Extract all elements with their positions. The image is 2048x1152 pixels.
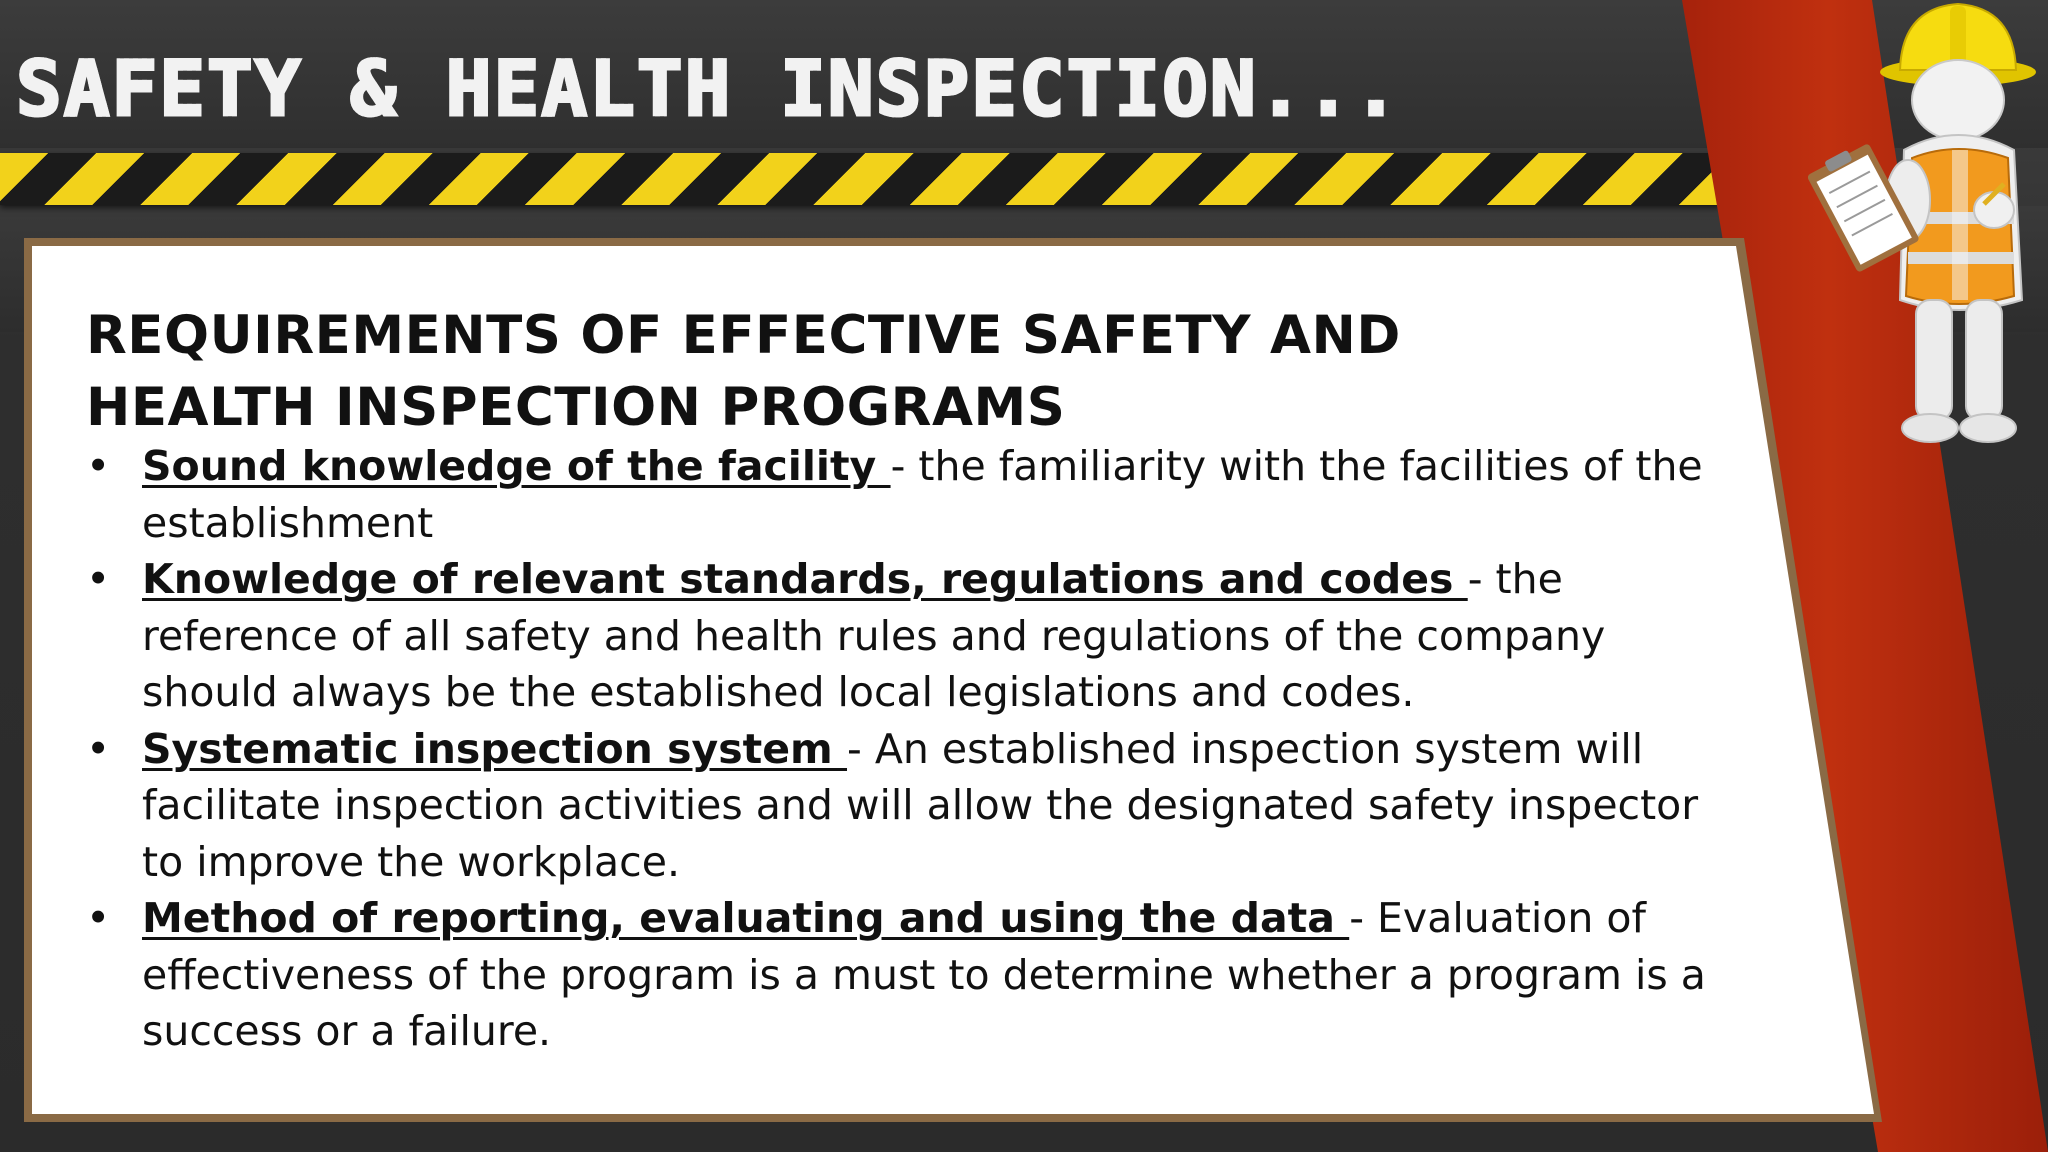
requirement-description: - the reference of all safety and health rules and regulations of the company should always be the established local legislations and codes. (142, 555, 1606, 716)
requirements-list (86, 438, 1726, 1060)
bullet-icon: • (86, 442, 111, 490)
safety-worker-with-clipboard-icon (1808, 0, 2048, 460)
requirement-term: Knowledge of relevant standards, regulations and codes (142, 555, 1468, 603)
bullet-icon: • (86, 724, 111, 773)
bullet-icon: • (86, 555, 111, 603)
requirement-term: Sound knowledge of the facility (142, 442, 891, 490)
requirement-term: Systematic inspection system (142, 724, 848, 773)
list-item (86, 721, 1726, 891)
requirement-description: - Evaluation of effectiveness of the program is a must to determine whether a program is a success or a failure. (142, 894, 1706, 1055)
requirement-description: - the familiarity with the facilities of the establishment (142, 442, 1703, 547)
bullet-icon: • (86, 894, 111, 942)
section-heading: REQUIREMENTS OF EFFECTIVE SAFETY AND HEALTH INSPECTION PROGRAMS (86, 305, 1401, 438)
list-item (86, 890, 1726, 1060)
slide-title: SAFETY & HEALTH INSPECTION... (16, 44, 1401, 133)
hazard-stripe (0, 153, 1720, 205)
list-item (86, 438, 1726, 551)
list-item (86, 551, 1726, 721)
requirement-term: Method of reporting, evaluating and using the data (142, 894, 1350, 942)
requirement-description: - An established inspection system will facilitate inspection activities and will allow the designated safety inspector to improve the workplace. (142, 724, 1699, 886)
